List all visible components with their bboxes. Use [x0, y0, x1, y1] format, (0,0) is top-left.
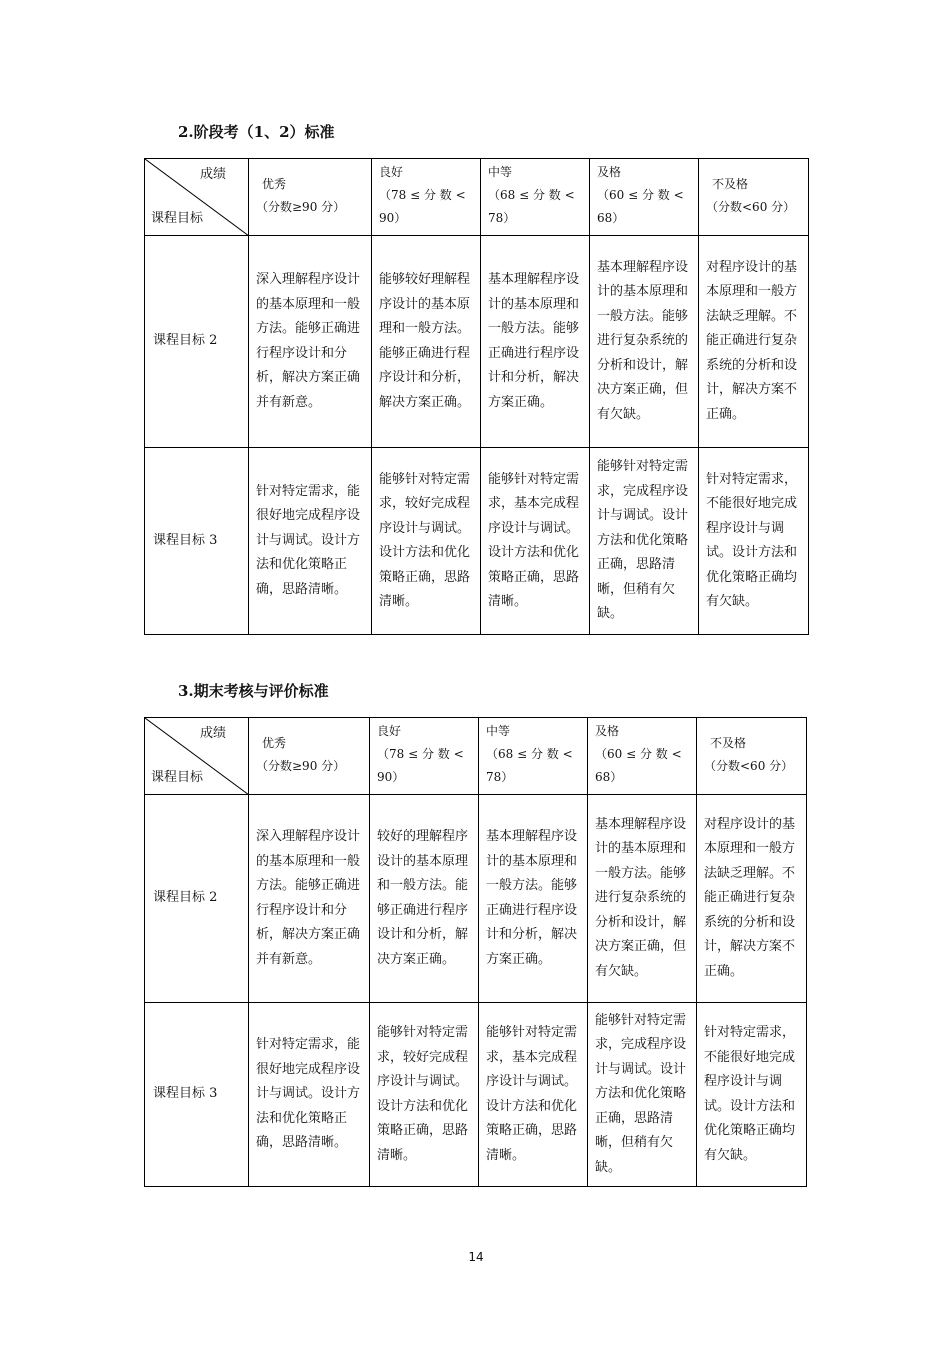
criteria-cell: 能够针对特定需求，完成程序设计与调试。设计方法和优化策略正确，思路清晰，但稍有欠缺。: [590, 448, 699, 635]
criteria-cell: 能够针对特定需求，基本完成程序设计与调试。设计方法和优化策略正确，思路清晰。: [481, 448, 590, 635]
corner-top-label: 成绩: [199, 167, 226, 182]
corner-bottom-label: 课程目标: [151, 210, 204, 226]
table-row: [145, 1003, 807, 1187]
corner-diagonal-cell: [145, 159, 249, 236]
header-fail: [697, 718, 807, 795]
header-range: （78 ≤ 分 数 < 90）: [377, 747, 464, 784]
criteria-cell: 能够针对特定需求，完成程序设计与调试。设计方法和优化策略正确，思路清晰，但稍有欠缺。: [588, 1003, 697, 1187]
table-row: [145, 448, 809, 635]
course-goal-label: 课程目标 2: [145, 795, 249, 1003]
header-label: 中等: [488, 165, 513, 179]
criteria-cell: 对程序设计的基本原理和一般方法缺乏理解。不能正确进行复杂系统的分析和设计，解决方案不正确。: [699, 236, 809, 448]
criteria-cell: 基本理解程序设计的基本原理和一般方法。能够正确进行程序设计和分析，解决方案正确。: [479, 795, 588, 1003]
header-range: （68 ≤ 分 数 < 78）: [486, 747, 573, 784]
header-good: [370, 718, 479, 795]
header-pass: [588, 718, 697, 795]
header-range: （分数<60 分）: [706, 199, 796, 214]
criteria-cell: 能够针对特定需求，基本完成程序设计与调试。设计方法和优化策略正确，思路清晰。: [479, 1003, 588, 1187]
header-label: 及格: [595, 724, 620, 738]
criteria-cell: 针对特定需求，不能很好地完成程序设计与调试。设计方法和优化策略正确均有欠缺。: [699, 448, 809, 635]
criteria-cell: 能够针对特定需求，较好完成程序设计与调试。设计方法和优化策略正确，思路清晰。: [370, 1003, 479, 1187]
table-header-row: [145, 718, 807, 795]
course-goal-label: 课程目标 3: [145, 1003, 249, 1187]
course-goal-label: 课程目标 3: [145, 448, 249, 635]
criteria-cell: 较好的理解程序设计的基本原理和一般方法。能够正确进行程序设计和分析，解决方案正确。: [370, 795, 479, 1003]
header-excellent: [249, 159, 372, 236]
table-header-row: [145, 159, 809, 236]
criteria-cell: 基本理解程序设计的基本原理和一般方法。能够进行复杂系统的分析和设计，解决方案正确，但有欠缺。: [590, 236, 699, 448]
header-label: 不及格: [712, 176, 749, 191]
header-range: （60 ≤ 分 数 < 68）: [595, 747, 682, 784]
header-label: 良好: [379, 165, 404, 179]
header-medium: [479, 718, 588, 795]
page-number: 14: [468, 1250, 484, 1264]
header-range: （60 ≤ 分 数 < 68）: [597, 188, 684, 225]
corner-diagonal-cell: [145, 718, 249, 795]
final-exam-criteria-table: [144, 717, 807, 1187]
header-pass: [590, 159, 699, 236]
header-label: 中等: [486, 724, 511, 738]
criteria-cell: 针对特定需求，能很好地完成程序设计与调试。设计方法和优化策略正确，思路清晰。: [249, 1003, 370, 1187]
criteria-cell: 深入理解程序设计的基本原理和一般方法。能够正确进行程序设计和分析，解决方案正确并有新意。: [249, 795, 370, 1003]
criteria-cell: 针对特定需求，不能很好地完成程序设计与调试。设计方法和优化策略正确均有欠缺。: [697, 1003, 807, 1187]
header-range: （78 ≤ 分 数 < 90）: [379, 188, 466, 225]
criteria-cell: 基本理解程序设计的基本原理和一般方法。能够进行复杂系统的分析和设计，解决方案正确，但有欠缺。: [588, 795, 697, 1003]
header-good: [372, 159, 481, 236]
corner-bottom-label: 课程目标: [151, 769, 204, 785]
criteria-cell: 深入理解程序设计的基本原理和一般方法。能够正确进行程序设计和分析，解决方案正确并有新意。: [249, 236, 372, 448]
stage-exam-criteria-table: [144, 158, 809, 635]
header-label: 优秀: [262, 176, 287, 191]
course-goal-label: 课程目标 2: [145, 236, 249, 448]
criteria-cell: 针对特定需求，能很好地完成程序设计与调试。设计方法和优化策略正确，思路清晰。: [249, 448, 372, 635]
header-fail: [699, 159, 809, 236]
header-label: 及格: [597, 165, 622, 179]
header-label: 不及格: [710, 735, 747, 750]
criteria-cell: 对程序设计的基本原理和一般方法缺乏理解。不能正确进行复杂系统的分析和设计，解决方案不正确。: [697, 795, 807, 1003]
header-medium: [481, 159, 590, 236]
table-row: [145, 236, 809, 448]
section-3-title: 3.期末考核与评价标准: [178, 682, 329, 700]
header-range: （68 ≤ 分 数 < 78）: [488, 188, 575, 225]
header-excellent: [249, 718, 370, 795]
criteria-cell: 基本理解程序设计的基本原理和一般方法。能够正确进行程序设计和分析，解决方案正确。: [481, 236, 590, 448]
criteria-cell: 能够较好理解程序设计的基本原理和一般方法。能够正确进行程序设计和分析，解决方案正确。: [372, 236, 481, 448]
criteria-cell: 能够针对特定需求，较好完成程序设计与调试。设计方法和优化策略正确，思路清晰。: [372, 448, 481, 635]
header-range: （分数<60 分）: [704, 758, 794, 773]
header-label: 良好: [377, 724, 402, 738]
header-range: （分数≥90 分）: [256, 758, 346, 773]
table-row: [145, 795, 807, 1003]
header-label: 优秀: [262, 735, 287, 750]
corner-top-label: 成绩: [199, 726, 226, 741]
header-range: （分数≥90 分）: [256, 199, 346, 214]
section-2-title: 2.阶段考（1、2）标准: [178, 123, 335, 141]
